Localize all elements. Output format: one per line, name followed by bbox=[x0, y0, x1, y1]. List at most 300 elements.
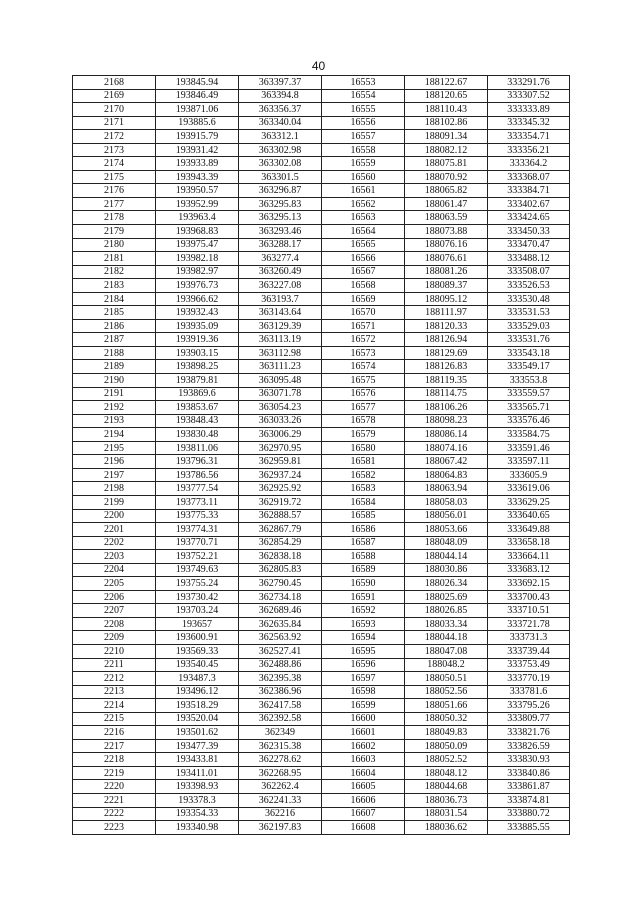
table-cell: 362241.33 bbox=[239, 793, 322, 807]
table-cell: 2202 bbox=[73, 536, 156, 550]
table-cell: 188075.81 bbox=[405, 157, 488, 171]
table-cell: 2220 bbox=[73, 780, 156, 794]
table-cell: 2204 bbox=[73, 563, 156, 577]
table-cell: 16600 bbox=[322, 712, 405, 726]
table-cell: 188126.94 bbox=[405, 333, 488, 347]
table-cell: 362395.38 bbox=[239, 672, 322, 686]
table-cell: 16608 bbox=[322, 821, 405, 835]
table-cell: 363112.98 bbox=[239, 346, 322, 360]
table-cell: 333640.65 bbox=[488, 509, 570, 523]
table-cell: 188051.66 bbox=[405, 699, 488, 713]
table-cell: 188058.03 bbox=[405, 495, 488, 509]
table-cell: 188030.86 bbox=[405, 563, 488, 577]
table-row bbox=[73, 292, 570, 306]
table-cell: 188026.85 bbox=[405, 604, 488, 618]
table-cell: 193846.49 bbox=[156, 89, 239, 103]
table-cell: 16605 bbox=[322, 780, 405, 794]
table-cell: 2180 bbox=[73, 238, 156, 252]
table-cell: 333874.81 bbox=[488, 793, 570, 807]
table-cell: 363340.04 bbox=[239, 116, 322, 130]
table-cell: 193848.43 bbox=[156, 414, 239, 428]
table-row bbox=[73, 807, 570, 821]
table-cell: 193773.11 bbox=[156, 495, 239, 509]
table-row bbox=[73, 604, 570, 618]
table-row bbox=[73, 631, 570, 645]
table-cell: 363260.49 bbox=[239, 265, 322, 279]
table-row bbox=[73, 116, 570, 130]
table-cell: 333584.75 bbox=[488, 428, 570, 442]
table-cell: 363394.8 bbox=[239, 89, 322, 103]
table-cell: 188036.73 bbox=[405, 793, 488, 807]
table-cell: 363397.37 bbox=[239, 76, 322, 90]
table-cell: 188050.51 bbox=[405, 672, 488, 686]
table-cell: 188095.12 bbox=[405, 292, 488, 306]
table-cell: 333384.71 bbox=[488, 184, 570, 198]
table-row bbox=[73, 252, 570, 266]
table-cell: 16562 bbox=[322, 197, 405, 211]
table-cell: 188063.94 bbox=[405, 482, 488, 496]
table-cell: 188048.12 bbox=[405, 766, 488, 780]
table-cell: 16572 bbox=[322, 333, 405, 347]
table-cell: 188026.34 bbox=[405, 577, 488, 591]
table-cell: 2198 bbox=[73, 482, 156, 496]
table-cell: 362488.86 bbox=[239, 658, 322, 672]
table-cell: 16576 bbox=[322, 387, 405, 401]
table-cell: 362315.38 bbox=[239, 739, 322, 753]
table-cell: 188091.34 bbox=[405, 130, 488, 144]
table-row bbox=[73, 712, 570, 726]
table-cell: 193975.47 bbox=[156, 238, 239, 252]
table-row bbox=[73, 509, 570, 523]
table-cell: 2213 bbox=[73, 685, 156, 699]
table-cell: 193943.39 bbox=[156, 170, 239, 184]
table-cell: 2190 bbox=[73, 374, 156, 388]
table-cell: 193982.97 bbox=[156, 265, 239, 279]
table-cell: 2217 bbox=[73, 739, 156, 753]
table-row bbox=[73, 482, 570, 496]
table-cell: 333664.11 bbox=[488, 550, 570, 564]
table-cell: 16565 bbox=[322, 238, 405, 252]
table-cell: 16563 bbox=[322, 211, 405, 225]
table-cell: 16558 bbox=[322, 143, 405, 157]
table-cell: 2184 bbox=[73, 292, 156, 306]
table-cell: 188031.54 bbox=[405, 807, 488, 821]
table-cell: 16588 bbox=[322, 550, 405, 564]
table-cell: 362734.18 bbox=[239, 590, 322, 604]
table-cell: 333559.57 bbox=[488, 387, 570, 401]
table-cell: 333354.71 bbox=[488, 130, 570, 144]
table-cell: 16561 bbox=[322, 184, 405, 198]
table-cell: 333549.17 bbox=[488, 360, 570, 374]
table-cell: 333826.59 bbox=[488, 739, 570, 753]
table-cell: 16599 bbox=[322, 699, 405, 713]
table-row bbox=[73, 495, 570, 509]
table-cell: 363143.64 bbox=[239, 306, 322, 320]
table-cell: 362268.95 bbox=[239, 766, 322, 780]
table-cell: 188067.42 bbox=[405, 455, 488, 469]
table-cell: 188089.37 bbox=[405, 279, 488, 293]
table-cell: 333402.67 bbox=[488, 197, 570, 211]
table-cell: 193982.18 bbox=[156, 252, 239, 266]
table-cell: 188102.86 bbox=[405, 116, 488, 130]
table-cell: 188049.83 bbox=[405, 726, 488, 740]
table-row bbox=[73, 170, 570, 184]
table-cell: 2191 bbox=[73, 387, 156, 401]
table-cell: 363312.1 bbox=[239, 130, 322, 144]
table-cell: 333530.48 bbox=[488, 292, 570, 306]
table-cell: 363295.83 bbox=[239, 197, 322, 211]
table-cell: 2176 bbox=[73, 184, 156, 198]
table-cell: 362919.72 bbox=[239, 495, 322, 509]
coordinates-table bbox=[72, 75, 570, 835]
table-row bbox=[73, 197, 570, 211]
table-row bbox=[73, 658, 570, 672]
table-cell: 363071.78 bbox=[239, 387, 322, 401]
table-cell: 362959.81 bbox=[239, 455, 322, 469]
table-cell: 2199 bbox=[73, 495, 156, 509]
table-cell: 188086.14 bbox=[405, 428, 488, 442]
table-cell: 188050.09 bbox=[405, 739, 488, 753]
table-cell: 193477.39 bbox=[156, 739, 239, 753]
table-cell: 333721.78 bbox=[488, 617, 570, 631]
table-cell: 188081.26 bbox=[405, 265, 488, 279]
table-row bbox=[73, 143, 570, 157]
table-row bbox=[73, 414, 570, 428]
table-cell: 2187 bbox=[73, 333, 156, 347]
table-cell: 2175 bbox=[73, 170, 156, 184]
table-cell: 333649.88 bbox=[488, 523, 570, 537]
table-cell: 193730.42 bbox=[156, 590, 239, 604]
table-cell: 16586 bbox=[322, 523, 405, 537]
table-cell: 16571 bbox=[322, 319, 405, 333]
table-row bbox=[73, 279, 570, 293]
table-cell: 16575 bbox=[322, 374, 405, 388]
table-cell: 333553.8 bbox=[488, 374, 570, 388]
table-cell: 193657 bbox=[156, 617, 239, 631]
table-cell: 362417.58 bbox=[239, 699, 322, 713]
table-cell: 16593 bbox=[322, 617, 405, 631]
table-cell: 188050.32 bbox=[405, 712, 488, 726]
table-cell: 16568 bbox=[322, 279, 405, 293]
table-cell: 2216 bbox=[73, 726, 156, 740]
table-row bbox=[73, 103, 570, 117]
table-cell: 193830.48 bbox=[156, 428, 239, 442]
table-cell: 2193 bbox=[73, 414, 156, 428]
table-cell: 333731.3 bbox=[488, 631, 570, 645]
table-cell: 193903.15 bbox=[156, 346, 239, 360]
table-row bbox=[73, 265, 570, 279]
table-cell: 2188 bbox=[73, 346, 156, 360]
table-cell: 363113.19 bbox=[239, 333, 322, 347]
table-row bbox=[73, 89, 570, 103]
table-cell: 333526.53 bbox=[488, 279, 570, 293]
table-cell: 2182 bbox=[73, 265, 156, 279]
table-row bbox=[73, 550, 570, 564]
table-cell: 333605.9 bbox=[488, 468, 570, 482]
table-cell: 333543.18 bbox=[488, 346, 570, 360]
table-cell: 193775.33 bbox=[156, 509, 239, 523]
table-cell: 16596 bbox=[322, 658, 405, 672]
table-cell: 16560 bbox=[322, 170, 405, 184]
table-cell: 333565.71 bbox=[488, 401, 570, 415]
table-cell: 16579 bbox=[322, 428, 405, 442]
table-cell: 188082.12 bbox=[405, 143, 488, 157]
table-cell: 193879.81 bbox=[156, 374, 239, 388]
table-cell: 333840.86 bbox=[488, 766, 570, 780]
table-cell: 188074.16 bbox=[405, 441, 488, 455]
table-row bbox=[73, 766, 570, 780]
table-cell: 16557 bbox=[322, 130, 405, 144]
table-cell: 333591.46 bbox=[488, 441, 570, 455]
table-row bbox=[73, 184, 570, 198]
table-cell: 2208 bbox=[73, 617, 156, 631]
table-row bbox=[73, 76, 570, 90]
table-cell: 193496.12 bbox=[156, 685, 239, 699]
table-cell: 333830.93 bbox=[488, 753, 570, 767]
table-cell: 363006.29 bbox=[239, 428, 322, 442]
table-cell: 333692.15 bbox=[488, 577, 570, 591]
table-cell: 16556 bbox=[322, 116, 405, 130]
table-cell: 193487.3 bbox=[156, 672, 239, 686]
table-cell: 2218 bbox=[73, 753, 156, 767]
table-cell: 2219 bbox=[73, 766, 156, 780]
table-cell: 16602 bbox=[322, 739, 405, 753]
table-cell: 16582 bbox=[322, 468, 405, 482]
table-cell: 16595 bbox=[322, 644, 405, 658]
table-cell: 2174 bbox=[73, 157, 156, 171]
table-cell: 188065.82 bbox=[405, 184, 488, 198]
table-cell: 2197 bbox=[73, 468, 156, 482]
table-cell: 188122.67 bbox=[405, 76, 488, 90]
table-cell: 16580 bbox=[322, 441, 405, 455]
table-cell: 2195 bbox=[73, 441, 156, 455]
table-cell: 363033.26 bbox=[239, 414, 322, 428]
table-cell: 363302.98 bbox=[239, 143, 322, 157]
table-cell: 193869.6 bbox=[156, 387, 239, 401]
table-cell: 362216 bbox=[239, 807, 322, 821]
table-cell: 188044.14 bbox=[405, 550, 488, 564]
table-cell: 333821.76 bbox=[488, 726, 570, 740]
table-cell: 362888.57 bbox=[239, 509, 322, 523]
table-cell: 188064.83 bbox=[405, 468, 488, 482]
table-cell: 193520.04 bbox=[156, 712, 239, 726]
table-cell: 16554 bbox=[322, 89, 405, 103]
table-cell: 188063.59 bbox=[405, 211, 488, 225]
table-cell: 2212 bbox=[73, 672, 156, 686]
table-cell: 188076.16 bbox=[405, 238, 488, 252]
table-cell: 188047.08 bbox=[405, 644, 488, 658]
table-row bbox=[73, 753, 570, 767]
table-cell: 193919.36 bbox=[156, 333, 239, 347]
table-cell: 193845.94 bbox=[156, 76, 239, 90]
table-cell: 188052.56 bbox=[405, 685, 488, 699]
table-cell: 363288.17 bbox=[239, 238, 322, 252]
table-cell: 16583 bbox=[322, 482, 405, 496]
table-cell: 16570 bbox=[322, 306, 405, 320]
table-cell: 333529.03 bbox=[488, 319, 570, 333]
table-row bbox=[73, 780, 570, 794]
table-cell: 16573 bbox=[322, 346, 405, 360]
table-cell: 333333.89 bbox=[488, 103, 570, 117]
table-cell: 193796.31 bbox=[156, 455, 239, 469]
table-cell: 363277.4 bbox=[239, 252, 322, 266]
table-cell: 333531.53 bbox=[488, 306, 570, 320]
table-row bbox=[73, 468, 570, 482]
table-cell: 193935.09 bbox=[156, 319, 239, 333]
table-row bbox=[73, 685, 570, 699]
table-cell: 16606 bbox=[322, 793, 405, 807]
table-cell: 193411.01 bbox=[156, 766, 239, 780]
table-cell: 363227.08 bbox=[239, 279, 322, 293]
table-cell: 362805.83 bbox=[239, 563, 322, 577]
table-cell: 363302.08 bbox=[239, 157, 322, 171]
table-cell: 2186 bbox=[73, 319, 156, 333]
table-cell: 193518.29 bbox=[156, 699, 239, 713]
table-cell: 16584 bbox=[322, 495, 405, 509]
table-cell: 333307.52 bbox=[488, 89, 570, 103]
table-cell: 188098.23 bbox=[405, 414, 488, 428]
table-cell: 188056.01 bbox=[405, 509, 488, 523]
table-cell: 362970.95 bbox=[239, 441, 322, 455]
table-row bbox=[73, 590, 570, 604]
table-cell: 2194 bbox=[73, 428, 156, 442]
table-cell: 193811.06 bbox=[156, 441, 239, 455]
table-cell: 193777.54 bbox=[156, 482, 239, 496]
table-cell: 16569 bbox=[322, 292, 405, 306]
table-cell: 193354.33 bbox=[156, 807, 239, 821]
table-cell: 193433.81 bbox=[156, 753, 239, 767]
table-cell: 2169 bbox=[73, 89, 156, 103]
table-cell: 333291.76 bbox=[488, 76, 570, 90]
table-cell: 2179 bbox=[73, 225, 156, 239]
table-cell: 193963.4 bbox=[156, 211, 239, 225]
table-cell: 188126.83 bbox=[405, 360, 488, 374]
table-cell: 193749.63 bbox=[156, 563, 239, 577]
table-cell: 16577 bbox=[322, 401, 405, 415]
table-cell: 363301.5 bbox=[239, 170, 322, 184]
table-cell: 363095.48 bbox=[239, 374, 322, 388]
table-cell: 193569.33 bbox=[156, 644, 239, 658]
table-cell: 188053.66 bbox=[405, 523, 488, 537]
table-cell: 333450.33 bbox=[488, 225, 570, 239]
table-cell: 188111.97 bbox=[405, 306, 488, 320]
table-cell: 188044.18 bbox=[405, 631, 488, 645]
table-cell: 333739.44 bbox=[488, 644, 570, 658]
table-cell: 16590 bbox=[322, 577, 405, 591]
table-cell: 2172 bbox=[73, 130, 156, 144]
table-cell: 16567 bbox=[322, 265, 405, 279]
table-cell: 362925.92 bbox=[239, 482, 322, 496]
table-cell: 16585 bbox=[322, 509, 405, 523]
table-cell: 333683.12 bbox=[488, 563, 570, 577]
table-cell: 193540.45 bbox=[156, 658, 239, 672]
table-cell: 193968.83 bbox=[156, 225, 239, 239]
table-cell: 188044.68 bbox=[405, 780, 488, 794]
table-cell: 2205 bbox=[73, 577, 156, 591]
table-cell: 16553 bbox=[322, 76, 405, 90]
table-row bbox=[73, 577, 570, 591]
table-row bbox=[73, 319, 570, 333]
table-cell: 193770.71 bbox=[156, 536, 239, 550]
table-cell: 188052.52 bbox=[405, 753, 488, 767]
table-cell: 362867.79 bbox=[239, 523, 322, 537]
table-cell: 2221 bbox=[73, 793, 156, 807]
table-cell: 193933.89 bbox=[156, 157, 239, 171]
table-cell: 188025.69 bbox=[405, 590, 488, 604]
table-row bbox=[73, 428, 570, 442]
table-cell: 193600.91 bbox=[156, 631, 239, 645]
table-cell: 333700.43 bbox=[488, 590, 570, 604]
table-cell: 193340.98 bbox=[156, 821, 239, 835]
table-cell: 16555 bbox=[322, 103, 405, 117]
table-row bbox=[73, 387, 570, 401]
table-cell: 363293.46 bbox=[239, 225, 322, 239]
table-cell: 333619.06 bbox=[488, 482, 570, 496]
table-cell: 193885.6 bbox=[156, 116, 239, 130]
table-cell: 2168 bbox=[73, 76, 156, 90]
table-cell: 16607 bbox=[322, 807, 405, 821]
table-cell: 188036.62 bbox=[405, 821, 488, 835]
table-cell: 2185 bbox=[73, 306, 156, 320]
table-cell: 16587 bbox=[322, 536, 405, 550]
table-cell: 333576.46 bbox=[488, 414, 570, 428]
table-cell: 333880.72 bbox=[488, 807, 570, 821]
table-cell: 188114.75 bbox=[405, 387, 488, 401]
table-cell: 333424.65 bbox=[488, 211, 570, 225]
table-cell: 362262.4 bbox=[239, 780, 322, 794]
table-cell: 193853.67 bbox=[156, 401, 239, 415]
table-cell: 2223 bbox=[73, 821, 156, 835]
table-cell: 362527.41 bbox=[239, 644, 322, 658]
table-row bbox=[73, 441, 570, 455]
table-cell: 333781.6 bbox=[488, 685, 570, 699]
table-cell: 193774.31 bbox=[156, 523, 239, 537]
table-row bbox=[73, 699, 570, 713]
page-number: 40 bbox=[311, 59, 326, 73]
table-cell: 193703.24 bbox=[156, 604, 239, 618]
table-cell: 333861.87 bbox=[488, 780, 570, 794]
table-cell: 193976.73 bbox=[156, 279, 239, 293]
table-row bbox=[73, 401, 570, 415]
table-cell: 193378.3 bbox=[156, 793, 239, 807]
table-cell: 333356.21 bbox=[488, 143, 570, 157]
table-cell: 333368.07 bbox=[488, 170, 570, 184]
table-cell: 193931.42 bbox=[156, 143, 239, 157]
table-cell: 193950.57 bbox=[156, 184, 239, 198]
table-cell: 333364.2 bbox=[488, 157, 570, 171]
table-cell: 2222 bbox=[73, 807, 156, 821]
table-row bbox=[73, 225, 570, 239]
table-row bbox=[73, 821, 570, 835]
table-cell: 362790.45 bbox=[239, 577, 322, 591]
table-cell: 193752.21 bbox=[156, 550, 239, 564]
table-cell: 188048.2 bbox=[405, 658, 488, 672]
table-cell: 362392.58 bbox=[239, 712, 322, 726]
table-cell: 188070.92 bbox=[405, 170, 488, 184]
table-cell: 362197.83 bbox=[239, 821, 322, 835]
table-cell: 188129.69 bbox=[405, 346, 488, 360]
table-row bbox=[73, 672, 570, 686]
table-cell: 2196 bbox=[73, 455, 156, 469]
table-cell: 16603 bbox=[322, 753, 405, 767]
table-cell: 16564 bbox=[322, 225, 405, 239]
table-cell: 188106.26 bbox=[405, 401, 488, 415]
table-cell: 193501.62 bbox=[156, 726, 239, 740]
table-cell: 2177 bbox=[73, 197, 156, 211]
table-cell: 362635.84 bbox=[239, 617, 322, 631]
table-cell: 2201 bbox=[73, 523, 156, 537]
table-cell: 362689.46 bbox=[239, 604, 322, 618]
